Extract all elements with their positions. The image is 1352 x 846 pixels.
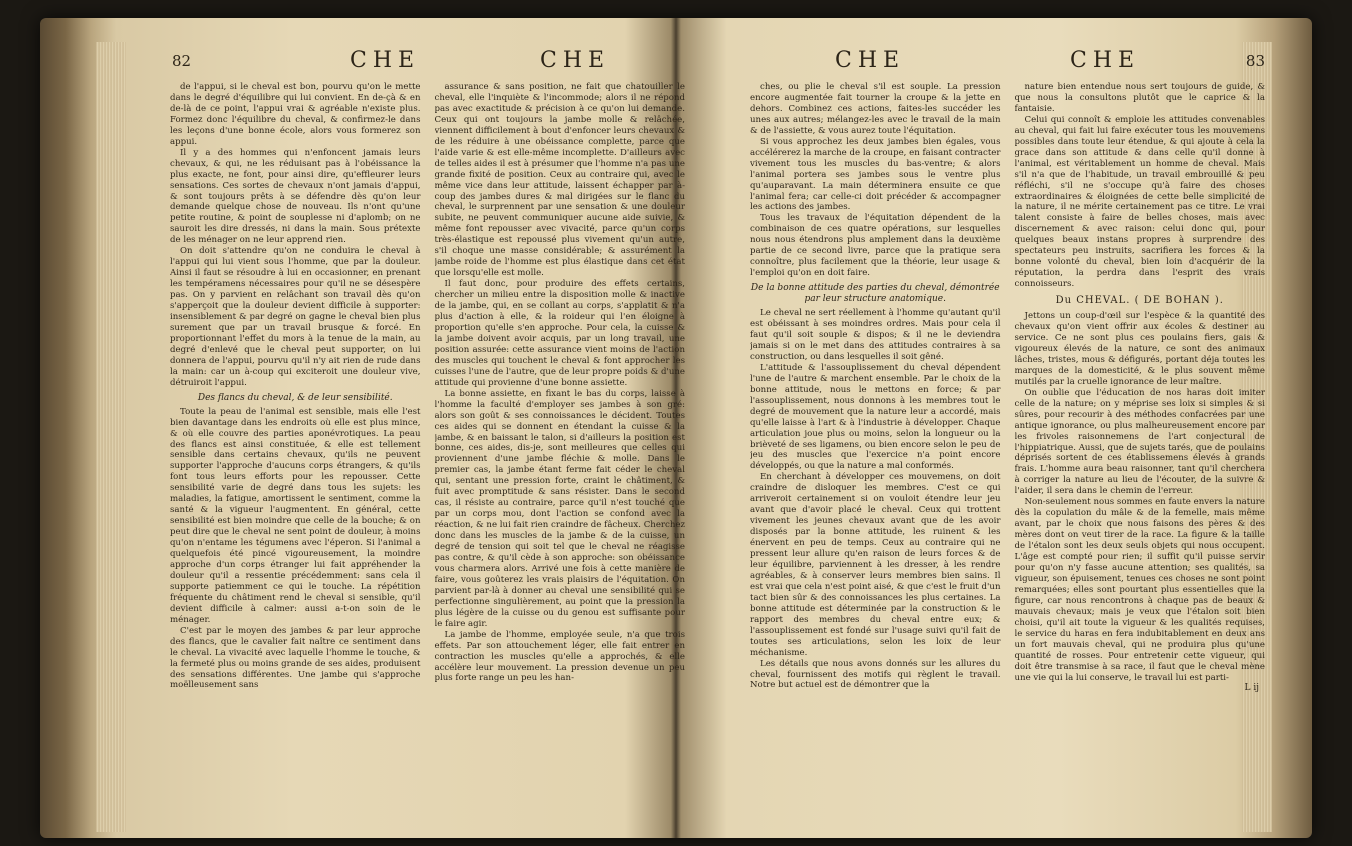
running-head-right-col: CHE xyxy=(1070,48,1141,73)
paragraph: Celui qui connoît & emploie les attitudes convenables au cheval, qui fait lui faire exécuter tous les mouvemens possibles dans toute leur étendue, & qui ajoute à cela la grace dans son attitude & dans celle qu'il donne à l'animal, est véritablement un homme de cheval. Mais s'il n'a que de l'habitude, un travail embrouillé & peu réfléchi, s'il ne s'occupe qu'à faire des choses extraordinaires & éloignées de cette belle simplicité de la nature, il ne mérite certainement pas ce titre. Le vrai talent consiste à faire de belles choses, mais avec discernement & avec raison: celui donc qui, pour quelques beaux instans propres à surprendre des spectateurs peu instruits, sacrifiera les forces & la bonne volonté du cheval, bien loin d'acquérir de la réputation, la perdra dans l'esprit des vrais connoisseurs. xyxy=(1014,114,1265,290)
paragraph: assurance & sans position, ne fait que chatouiller le cheval, elle l'inquiète & l'incommode; alors il ne répond pas avec exactitude & précision à ce qu'on lui demande. Ceux qui ont toujours la jambe molle & relâchée, viennent difficilement à bout d'enfoncer leurs chevaux & de les réduire à une obéissance complette, parce que l'aide varie & est elle-même incomplette. D'ailleurs avec de telles aides il est à présumer que l'homme n'a pas une grande fixité de position. Ceux au contraire qui, avec le même vice dans leur attitude, laissent échapper par à-coup des jambes dures & mal dirigées sur le flanc du cheval, le surprennent par une sensation & une douleur subite, ne peuvent communiquer aucune aide suivie, & même font repousser avec vivacité, parce qu'un corps très-élastique est repoussé plus vivement qu'un autre, s'il choque une masse considérable; & assurément la jambe roide de l'homme est plus élastique dans cet état que lorsqu'elle est molle. xyxy=(434,82,685,279)
paragraph: On doit s'attendre qu'on ne conduira le cheval à l'appui qui lui vient sous l'homme, que par la douleur. Ainsi il faut se résoudre à lui en occasionner, en prenant les tempéramens nécessaires pour qu'il ne se désespère pas. On y parvient en relâchant son travail dès qu'on s'apperçoit que la douleur devient difficile à supporter: insensiblement & par degré on gagne le cheval bien plus surement que par un travail brusque & forcé. En proportionnant l'effet du mors à la tenue de la main, au degré d'enlevé que le cheval peut supporter, on lui donnera de l'appui, pourvu qu'il n'y ait rien de rude dans la main: car un à-coup qui exciteroit une douleur vive, détruiroit l'appui. xyxy=(170,246,421,388)
paragraph: C'est par le moyen des jambes & par leur approche des flancs, que le cavalier fait naître ce sentiment dans le cheval. La vivacité avec laquelle l'homme le touche, & la fermeté plus ou moins grande de ses aides, produisent des sensations différentes. Une jambe qui s'approche moëlleusement sans xyxy=(170,625,421,691)
paragraph: On oublie que l'éducation de nos haras doit imiter celle de la nature; on y méprise ses loix si simples & si sûres, pour recourir à des méthodes confacrées par une antique ignorance, ou plus malheureusement encore par les frivoles raisonnemens de l'art conjectural de l'hippiatrique. Aussi, que de sujets tarés, que de poulains déprisés sortent de ces établissemens élevés à grands frais. L'homme aura beau raisonner, tant qu'il cherchera à corriger la nature au lieu de l'écouter, de la suivre & l'aider, il sera dans le chemin de l'erreur. xyxy=(1014,387,1265,497)
section-heading: De la bonne attitude des parties du cheval, démontrée par leur structure anatomique. xyxy=(750,283,1000,305)
paragraph: nature bien entendue nous sert toujours de guide, & que nous la consultons plutôt que le caprice & la fantaisie. xyxy=(1014,82,1265,114)
paragraph: Il y a des hommes qui n'enfoncent jamais leurs chevaux, & qui, ne les réduisant pas à l'obéissance la plus exacte, ne font, pour ainsi dire, qu'effleurer leurs sensations. Ces sortes de chevaux n'ont jamais d'appui, & sont toujours prêts à se défendre dès qu'on leur demande quelque chose de nouveau. Ils n'ont qu'une petite routine, & point de souplesse ni d'aplomb; on ne sauroit les dire dressés, ni dans la main. Sous prétexte de les ménager on ne leur apprend rien. xyxy=(170,147,421,246)
page-number: 83 xyxy=(1245,52,1265,70)
left-column-1 xyxy=(170,82,421,782)
paragraph: La bonne assiette, en fixant le bas du corps, laisse à l'homme la faculté d'employer ses jambes à son gré: alors son goût & ses connoissances le décident. Toutes ces aides qui se donnent en étendant la cuisse & la jambe, & en baissant le talon, si d'ailleurs la position est bonne, ces aides, dis-je, sont meilleures que celles qui proviennent d'une jambe fléchie & molle. Dans le premier cas, la jambe étant ferme fait céder le cheval qui, sentant une pression forte, craint le châtiment, & fuit avec promptitude & sans résister. Dans le second cas, il résiste au contraire, parce qu'il n'est touché que par un corps mou, dont l'action se confond avec la réaction, & ne lui fait rien craindre de fâcheux. Cherchez donc dans les muscles de la jambe & de la cuisse, un degré de tension qui soit tel que le cheval ne réagisse pas contre, & qu'il cède à son approche: son obéissance vous charmera alors. Arrivé une fois à cette manière de faire, vous goûterez les vrais plaisirs de l'équitation. On parvient par-là à donner au cheval une sensibilité qui se perfectionne singulièrement, au point que la pression la plus légère de la cuisse ou du genou est suffisante pour le faire agir. xyxy=(434,388,685,629)
left-column-2 xyxy=(435,82,686,782)
left-page xyxy=(150,48,695,782)
right-column-2 xyxy=(1015,82,1266,782)
paragraph: La jambe de l'homme, employée seule, n'a que trois effets. Par son attouchement léger, elle fait entrer en contraction les muscles qu'elle a approchés, & elle accélère leur mouvement. La pression devenue un peu plus forte range un peu les han- xyxy=(434,629,685,684)
running-head-right-col: CHE xyxy=(540,48,611,73)
paragraph: En cherchant à développer ces mouvemens, on doit craindre de disloquer les membres. C'est ce qui arriveroit certainement si on vouloit étendre leur jeu avant que d'avoir placé le cheval. Ceux qui trottent vivement les jeunes chevaux avant que de les avoir disposés par la bonne attitude, les ruinent & les énervent en peu de temps. Ceux au contraire qui ne pressent leur allure qu'en raison de leurs forces & de leur équilibre, parviennent à les dresser, à les rendre agréables, & à conserver leurs membres bien sains. Il est vrai que cela n'est point aisé, & que c'est le fruit d'un tact bien sûr & des connoissances les plus certaines. La bonne attitude est déterminée par la construction & le rapport des membres du cheval entre eux; & l'assouplissement est fondé sur l'usage suivi qu'il fait de toutes ses articulations, selon les loix de leur méchanisme. xyxy=(750,472,1001,658)
signature-mark: L ij xyxy=(1244,683,1259,694)
left-page-edges xyxy=(96,42,126,832)
right-page xyxy=(730,48,1275,782)
article-heading: Du CHEVAL. ( DE BOHAN ). xyxy=(1055,295,1224,307)
section-heading: Des flancs du cheval, & de leur sensibilité. xyxy=(197,392,393,403)
page-number: 82 xyxy=(172,52,192,70)
right-column-1 xyxy=(750,82,1001,782)
open-book xyxy=(40,18,1312,838)
running-head: CHE xyxy=(350,48,421,73)
paragraph: Si vous approchez les deux jambes bien égales, vous accélérerez la marche de la croupe, en faisant contracter vivement tous les muscles du bas-ventre; & alors l'animal portera ses jambes sous le ventre plus qu'auparavant. La main déterminera ensuite ce que l'animal fera; car celle-ci doit précéder & accompagner les actions des jambes. xyxy=(750,136,1001,213)
paragraph: Jettons un coup-d'œil sur l'espèce & la quantité des chevaux qu'on vient offrir aux écoles & destiner au service. Ce ne sont plus ces poulains fiers, gais & vigoureux élevés de la nature, ce sont des animaux lâches, tristes, mous & défigurés, portant déja toutes les marques de la domesticité, & le plus souvent même mutilés par la cruelle ignorance de leur maître. xyxy=(1014,311,1265,387)
paragraph: Non-seulement nous sommes en faute envers la nature dès la copulation du mâle & de la femelle, mais même avant, par le choix que nous faisons des pères & des mères dont on veut tirer de la race. La figure & la taille de l'étalon sont les deux seuls objets qui nous occupent. L'âge est compté pour rien; il suffit qu'il puisse servir pour qu'on n'y fasse aucune attention; ses qualités, sa vigueur, son épuisement, tenues ces choses ne sont point remarquées; elles sont pourtant plus essentielles que la figure, car nous rencontrons à chaque pas de beaux & mauvais chevaux; mais je veux que l'étalon soit bien choisi, qu'il ait toute la vigueur & les qualités requises, le service du haras en fera indubitablement en deux ans un fort mauvais cheval, qui ne produira plus qu'une quantité de rosses. Pour entretenir cette vigueur, qui doit être transmise à sa race, il faut que le cheval mène une vie qui la lui conserve, le travail lui est parti- xyxy=(1014,497,1265,683)
right-page-header xyxy=(730,48,1275,82)
paragraph: Les détails que nous avons donnés sur les allures du cheval, fournissent des motifs qui règlent le travail. Notre but actuel est de démontrer que la xyxy=(750,658,1001,691)
paragraph: Tous les travaux de l'équitation dépendent de la combinaison de ces quatre opérations, sur lesquelles nous nous étendrons plus amplement dans la deuxième partie de ce second livre, parce que la pratique sera connoître, plus facilement que la théorie, leur usage & l'emploi qu'on en doit faire. xyxy=(750,213,1001,279)
paragraph: Toute la peau de l'animal est sensible, mais elle l'est bien davantage dans les endroits où elle est plus mince, & où elle couvre des parties aponévrotiques. La peau des flancs est ainsi constituée, & elle est tellement sensible dans certains chevaux, qu'ils ne peuvent supporter l'approche d'aucuns corps étrangers, & qu'ils font tous leurs efforts pour les repousser. Cette sensibilité varie de degré dans tous les sujets: les maladies, la fatigue, amortissent le sentiment, comme la santé & la vigueur l'augmentent. En général, cette sensibilité est bien moindre que celle de la bouche; & on peut dire que le cheval ne sent point de douleur, à moins qu'on n'entame les tégumens avec l'éperon. Si l'animal a quelquefois été pincé vigoureusement, la moindre approche d'un corps étranger lui fait appréhender la douleur qu'il a ressentie précédemment: sans cela il supporte patiemment ce qui le touche. La répétition fréquente du châtiment rend le cheval si sensible, qu'il devient difficile à calmer: aussi a-t-on soin de le ménager. xyxy=(170,406,421,625)
paragraph: Le cheval ne sert réellement à l'homme qu'autant qu'il est obéissant à ses moindres ordres. Mais pour cela il faut qu'il soit souple & dispos; & il ne le deviendra jamais si on le met dans des attitudes contraires à sa construction, ou dans lesquelles il soit gêné. xyxy=(750,308,1001,362)
paragraph: L'attitude & l'assouplissement du cheval dépendent l'une de l'autre & marchent ensemble. Par le choix de la bonne attitude, nous le mettons en force; & par l'assouplissement, nous donnons à les membres tout le degré de mouvement que la nature leur a accordé, mais qu'elle laisse à l'art & à l'industrie à développer. Chaque articulation joue plus ou moins, selon la longueur ou la brièveté de ses ligamens, ou bien encore selon le peu de jeu des muscles que l'exercice n'a point encore développés, ou que la nature a mal conformés. xyxy=(750,362,1001,472)
paragraph: Il faut donc, pour produire des effets certains, chercher un milieu entre la disposition molle & inactive de la jambe, qui, en se collant au corps, s'applatit & n'a plus d'action à elle, & la roideur qui l'en éloigne à proportion qu'elle s'en approche. Pour cela, la cuisse & la jambe doivent avoir acquis, par un long travail, une position assurée: cette assurance vient moins de l'action des muscles qui touchent le cheval & font approcher les cuisses l'une de l'autre, que de leur propre poids & d'une attitude qui provienne d'une bonne assiette. xyxy=(434,279,685,388)
paragraph: ches, ou plie le cheval s'il est souple. La pression encore augmentée fait tourner la croupe & la jette en dehors. Combinez ces actions, faites-les succéder les unes aux autres; mélangez-les avec le travail de la main & de l'assiette, & vous aurez toute l'équitation. xyxy=(750,82,1001,136)
paragraph: de l'appui, si le cheval est bon, pourvu qu'on le mette dans le degré d'équilibre qui lui convient. En de-çà & en de-là de ce point, l'appui vrai & agréable n'existe plus. Formez donc l'équilibre du cheval, & confirmez-le dans les leçons d'une bonne école, alors vous formerez son appui. xyxy=(170,82,421,147)
running-head: CHE xyxy=(835,48,906,73)
left-page-header xyxy=(150,48,695,82)
